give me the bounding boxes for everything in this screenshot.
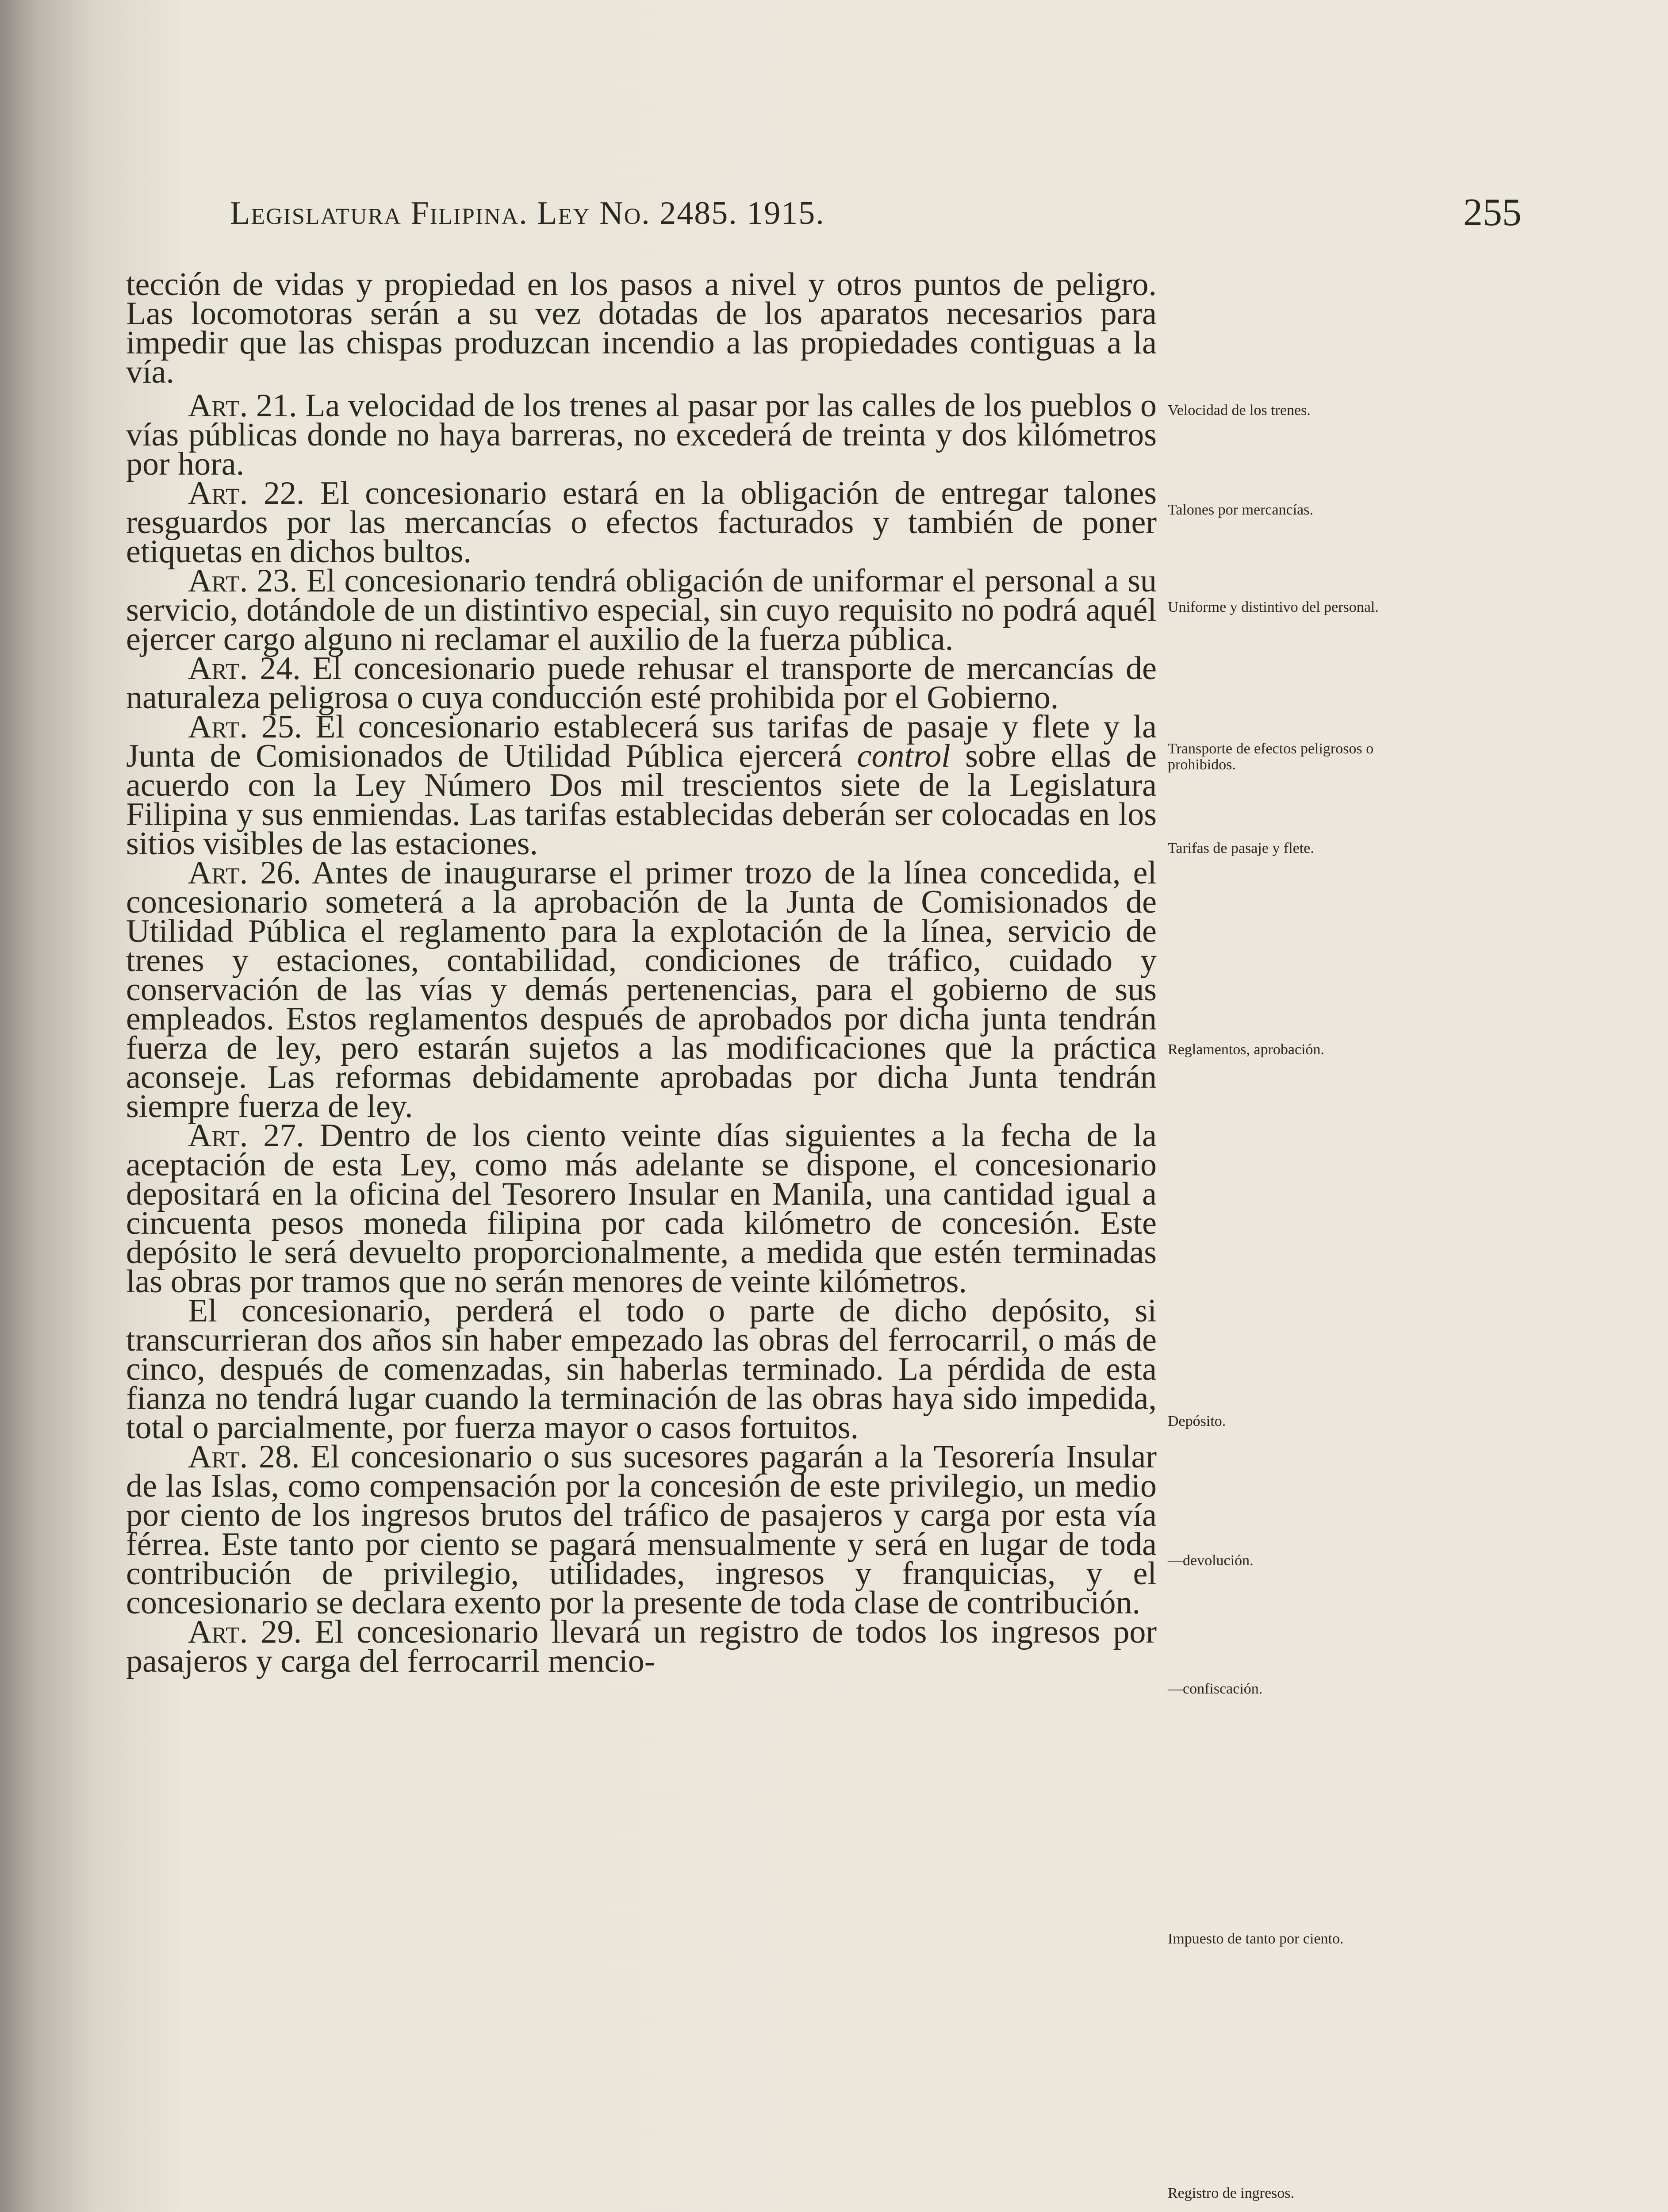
article-24	[126, 650, 1157, 716]
article-26	[126, 855, 1157, 1125]
article-number: Art. 22.	[188, 475, 305, 511]
page-number: 255	[1463, 191, 1522, 234]
margin-note-tarifas: Tarifas de pasaje y flete.	[1168, 840, 1314, 856]
article-27-continued	[126, 1293, 1157, 1446]
margin-note-confiscacion: —confiscación.	[1168, 1681, 1263, 1697]
article-number: Art. 25.	[188, 709, 303, 745]
paragraph-text: El concesionario o sus sucesores pagarán a la Tesorería Insular de las Islas, como compensación por la concesión de este privilegio, un medio por ciento de los ingresos brutos del tráfico de pasajeros y carga por esta vía férrea. Este tanto por ciento se pagará mensualmente y será en lugar de toda contribución de privilegio, utilidades, ingresos y franquicias, y el concesionario se declara exento por la presente de toda clase de contribución.	[126, 1439, 1157, 1621]
article-number: Art. 24.	[188, 650, 301, 687]
article-21	[126, 388, 1157, 482]
italic-word: control	[857, 738, 951, 774]
article-number: Art. 29.	[188, 1614, 302, 1650]
article-25	[126, 709, 1157, 862]
page-header	[230, 186, 1522, 248]
paragraph-text: El concesionario puede rehusar el transporte de mercancías de naturaleza peligrosa o cuya conducción esté prohibida por el Gobierno.	[126, 650, 1157, 716]
paragraph-continuation	[126, 266, 1157, 390]
paragraph-text: Dentro de los ciento veinte días siguientes a la fecha de la aceptación de esta Ley, como más adelante se dispone, el concesionario depositará en la oficina del Tesorero Insular en Manila, una cantidad igual a cincuenta pesos moneda filipina por cada kilómetro de concesión. Este depósito le será devuelto proporcionalmente, a medida que estén terminadas las obras por tramos que no serán menores de veinte kilómetros.	[126, 1118, 1157, 1300]
article-number: Art. 21.	[188, 388, 297, 424]
paragraph-text: Antes de inaugurarse el primer trozo de la línea concedida, el concesionario someterá a la aprobación de la Junta de Comisionados de Utilidad Pública el reglamento para la explotación de la línea, servicio de trenes y estaciones, contabilidad, condiciones de tráfico, cuidado y conservación de las vías y demás pertenencias, para el gobierno de sus empleados. Estos reglamentos después de aprobados por dicha junta tendrán fuerza de ley, pero estarán sujetos a las modificaciones que la práctica aconseje. Las reformas debidamente aprobadas por dicha Junta tendrán siempre fuerza de ley.	[126, 855, 1157, 1125]
article-number: Art. 26.	[188, 855, 301, 891]
paragraph-text: El concesionario tendrá obligación de uniformar el personal a su servicio, dotándole de un distintivo especial, sin cuyo requisito no podrá aquél ejercer cargo alguno ni reclamar el auxilio de la fuerza pública.	[126, 563, 1157, 657]
paragraph-text: sobre ellas de acuerdo con la Ley Número Dos mil trescientos siete de la Legislatura Filipina y sus enmiendas. Las tarifas establecidas deberán ser colocadas en los sitios visibles de las estaciones.	[126, 738, 1157, 862]
margin-note-uniforme: Uniforme y distintivo del personal.	[1168, 599, 1379, 615]
margin-note-deposito: Depósito.	[1168, 1413, 1226, 1429]
article-28	[126, 1439, 1157, 1621]
article-22	[126, 475, 1157, 570]
margin-note-transporte: Transporte de efectos peligrosos o prohibidos.	[1168, 741, 1374, 773]
article-29	[126, 1614, 1157, 1679]
article-number: Art. 23.	[188, 563, 298, 599]
running-head: Legislatura Filipina. Ley No. 2485. 1915.	[230, 195, 825, 231]
margin-note-velocidad: Velocidad de los trenes.	[1168, 402, 1311, 419]
paragraph-text: El concesionario llevará un registro de todos los ingresos por pasajeros y carga del ferrocarril mencio-	[126, 1614, 1157, 1679]
margin-note-registro: Registro de ingresos.	[1168, 2185, 1295, 2201]
article-27	[126, 1118, 1157, 1300]
article-number: Art. 28.	[188, 1439, 300, 1475]
margin-note-talones: Talones por mercancías.	[1168, 502, 1313, 518]
article-number: Art. 27.	[188, 1118, 304, 1154]
paragraph-text: El concesionario, perderá el todo o parte de dicho depósito, si transcurrieran dos años sin haber empezado las obras del ferrocarril, o más de cinco, después de comenzadas, sin haberlas terminado. La pérdida de esta fianza no tendrá lugar cuando la terminación de las obras haya sido impedida, total o parcialmente, por fuerza mayor o casos fortuitos.	[126, 1293, 1157, 1446]
paragraph-text: El concesionario establecerá sus tarifas de pasaje y flete y la Junta de Comisionados de Utilidad Pública ejercerá	[126, 709, 1157, 774]
margin-note-devolucion: —devolución.	[1168, 1552, 1254, 1569]
paragraph-text: El concesionario estará en la obligación de entregar talones resguardos por las mercancías o efectos facturados y también de poner etiquetas en dichos bultos.	[126, 475, 1157, 570]
body-text	[126, 266, 1157, 1679]
margin-note-impuesto: Impuesto de tanto por ciento.	[1168, 1931, 1344, 1947]
margin-note-reglamentos: Reglamentos, aprobación.	[1168, 1041, 1325, 1058]
article-23	[126, 563, 1157, 657]
paragraph-text: La velocidad de los trenes al pasar por las calles de los pueblos o vías públicas donde no haya barreras, no excederá de treinta y dos kilómetros por hora.	[126, 388, 1157, 482]
paragraph-text: tección de vidas y propiedad en los pasos a nivel y otros puntos de peligro. Las locomotoras serán a su vez dotadas de los aparatos necesarios para impedir que las chispas produzcan incendio a las propiedades contiguas a la vía.	[126, 266, 1157, 390]
